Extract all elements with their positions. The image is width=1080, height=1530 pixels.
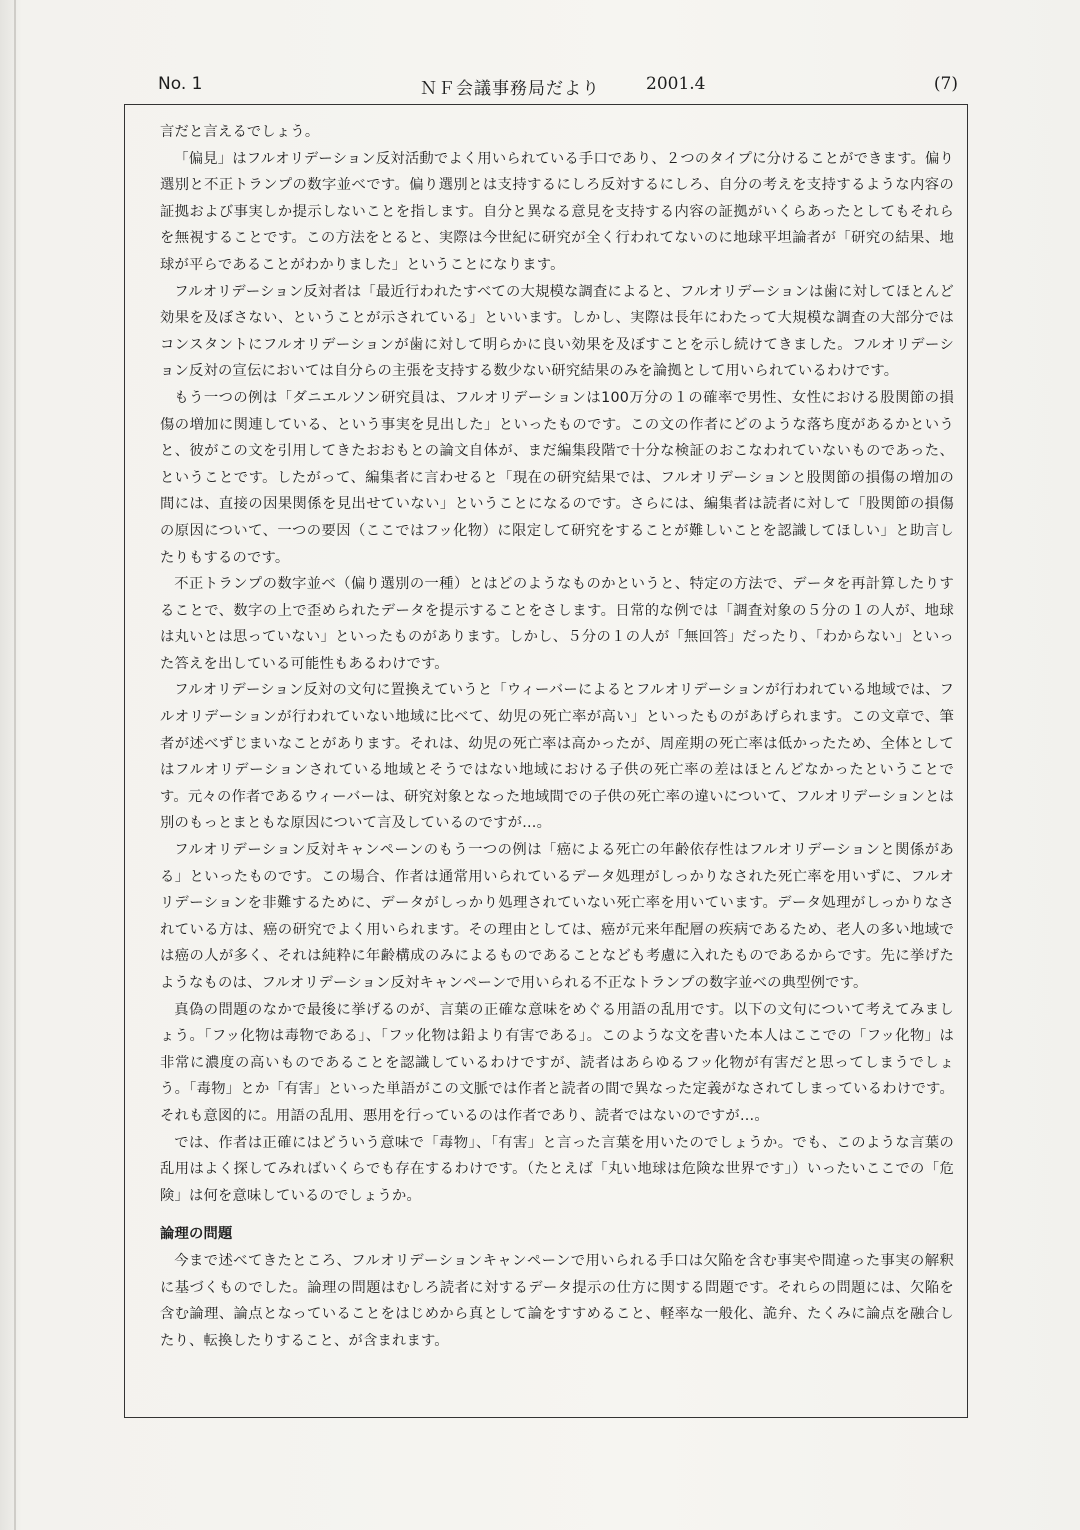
paragraph: 真偽の問題のなかで最後に挙げるのが、言葉の正確な意味をめぐる用語の乱用です。以下の文句について考えてみましょう。「フッ化物は毒物である」、「フッ化物は鉛より有害である」。このような文を書いた本人はここでの「フッ化物」は非常に濃度の高いものであることを認識しているわけですが、読者はあらゆるフッ化物が有害だと思ってしまうでしょう。「毒物」とか「有害」といった単語がこの文脈では作者と読者の間で異なった定義がなされてしまっているわけです。それも意図的に。用語の乱用、悪用を行っているのは作者であり、読者ではないのですが…。 bbox=[160, 1001, 954, 1124]
paragraph: 今まで述べてきたところ、フルオリデーションキャンペーンで用いられる手口は欠陥を含む事実や間違った事実の解釈に基づくものでした。論理の問題はむしろ読者に対するデータ提示の仕方に関する問題です。それらの問題には、欠陥を含む論理、論点となっていることをはじめから真として論をすすめること、軽率な一般化、詭弁、たくみに論点を融合したり、転換したりすること、が含まれます。 bbox=[160, 1252, 954, 1349]
paragraph: フルオリデーション反対の文句に置換えていうと「ウィーバーによるとフルオリデーションが行われている地域では、フルオリデーションが行われていない地域に比べて、幼児の死亡率が高い」といったものがあげられます。この文章で、筆者が述べずじまいなことがあります。それは、幼児の死亡率は高かったが、周産期の死亡率は低かったため、全体としてはフルオリデーションされている地域とそうではない地域における子供の死亡率の差はほとんどなかったということです。元々の作者であるウィーバーは、研究対象となった地域間での子供の死亡率の違いについて、フルオリデーションとは別のもっとまともな原因について言及しているのですが…。 bbox=[160, 682, 954, 832]
paragraph: フルオリデーション反対者は「最近行われたすべての大規模な調査によると、フルオリデーションは歯に対してほとんど効果を及ぼさない、ということが示されている」といいます。しかし、実際は長年にわたって大規模な調査の大部分ではコンスタントにフルオリデーションが歯に対して明らかに良い効果を及ぼすことを示し続けてきました。フルオリデーション反対の宣伝においては自分らの主張を支持する数少ない研究結果のみを論拠として用いられているわけです。 bbox=[160, 283, 954, 380]
page-header bbox=[158, 74, 958, 100]
paragraph: 「偏見」はフルオリデーション反対活動でよく用いられている手口であり、２つのタイプに分けることができます。偏り選別と不正トランプの数字並べです。偏り選別とは支持するにしろ反対するにしろ、自分の考えを支持するような内容の証拠および事実しか提示しないことを指します。自分と異なる意見を支持する内容の証拠がいくらあったとしてもそれらを無視することです。この方法をとると、実際は今世紀に研究が全く行われてないのに地球平坦論者が「研究の結果、地球が平らであることがわかりました」ということになります。 bbox=[160, 150, 954, 273]
newsletter-title: ＮＦ会議事務局だより bbox=[420, 79, 600, 99]
page-number: (7) bbox=[933, 74, 958, 94]
section-heading: 論理の問題 bbox=[160, 1226, 233, 1243]
paragraph: 言だと言えるでしょう。 bbox=[160, 124, 320, 140]
paragraph: では、作者は正確にはどういう意味で「毒物」、「有害」と言った言葉を用いたのでしょうか。でも、このような言葉の乱用はよく探してみればいくらでも存在するわけです。（たとえば「丸い地球は危険な世界です」）いったいここでの「危険」は何を意味しているのでしょうか。 bbox=[160, 1134, 954, 1204]
paragraph: フルオリデーション反対キャンペーンのもう一つの例は「癌による死亡の年齢依存性はフルオリデーションと関係がある」といったものです。この場合、作者は通常用いられているデータ処理がしっかりなされた死亡率を用いずに、フルオリデーションを非難するために、データがしっかり処理されていない死亡率を用いています。データ処理がしっかりなされている方は、癌の研究でよく用いられます。その理由としては、癌が元来年配層の疾病であるため、老人の多い地域では癌の人が多く、それは純粋に年齢構成のみによるものであることなども考慮に入れたものであるからです。先に挙げたようなものは、フルオリデーション反対キャンペーンで用いられる不正なトランプの数字並べの典型例です。 bbox=[160, 842, 955, 991]
paragraph: もう一つの例は「ダニエルソン研究員は、フルオリデーションは100万分の１の確率で男性、女性における股関節の損傷の増加に関連している、という事実を見出した」といったものです。この文の作者にどのような落ち度があるかというと、彼がこの文を引用してきたおおもとの論文自体が、まだ編集段階で十分な検証のおこなわれていないものであった、ということです。したがって、編集者に言わせると「現在の研究結果では、フルオリデーションと股関節の損傷の増加の間には、直接の因果関係を見出せていない」ということになるのです。さらには、編集者は読者に対して「股関節の損傷の原因について、一つの要因（ここではフッ化物）に限定して研究をすることが難しいことを認識してほしい」と助言したりもするのです。 bbox=[160, 389, 954, 566]
binding-fold bbox=[14, 0, 16, 1530]
issue-date: 2001.4 bbox=[646, 74, 706, 94]
paragraph: 不正トランプの数字並べ（偏り選別の一種）とはどのようなものかというと、特定の方法で、データを再計算したりすることで、数字の上で歪められたデータを提示することをさします。日常的な例では「調査対象の５分の１の人が、地球は丸いとは思っていない」といったものがあります。しかし、５分の１の人が「無回答」だったり、「わからない」といった答えを出している可能性もあるわけです。 bbox=[160, 576, 954, 672]
article-body bbox=[160, 119, 954, 1354]
issue-number: No. 1 bbox=[158, 74, 203, 94]
